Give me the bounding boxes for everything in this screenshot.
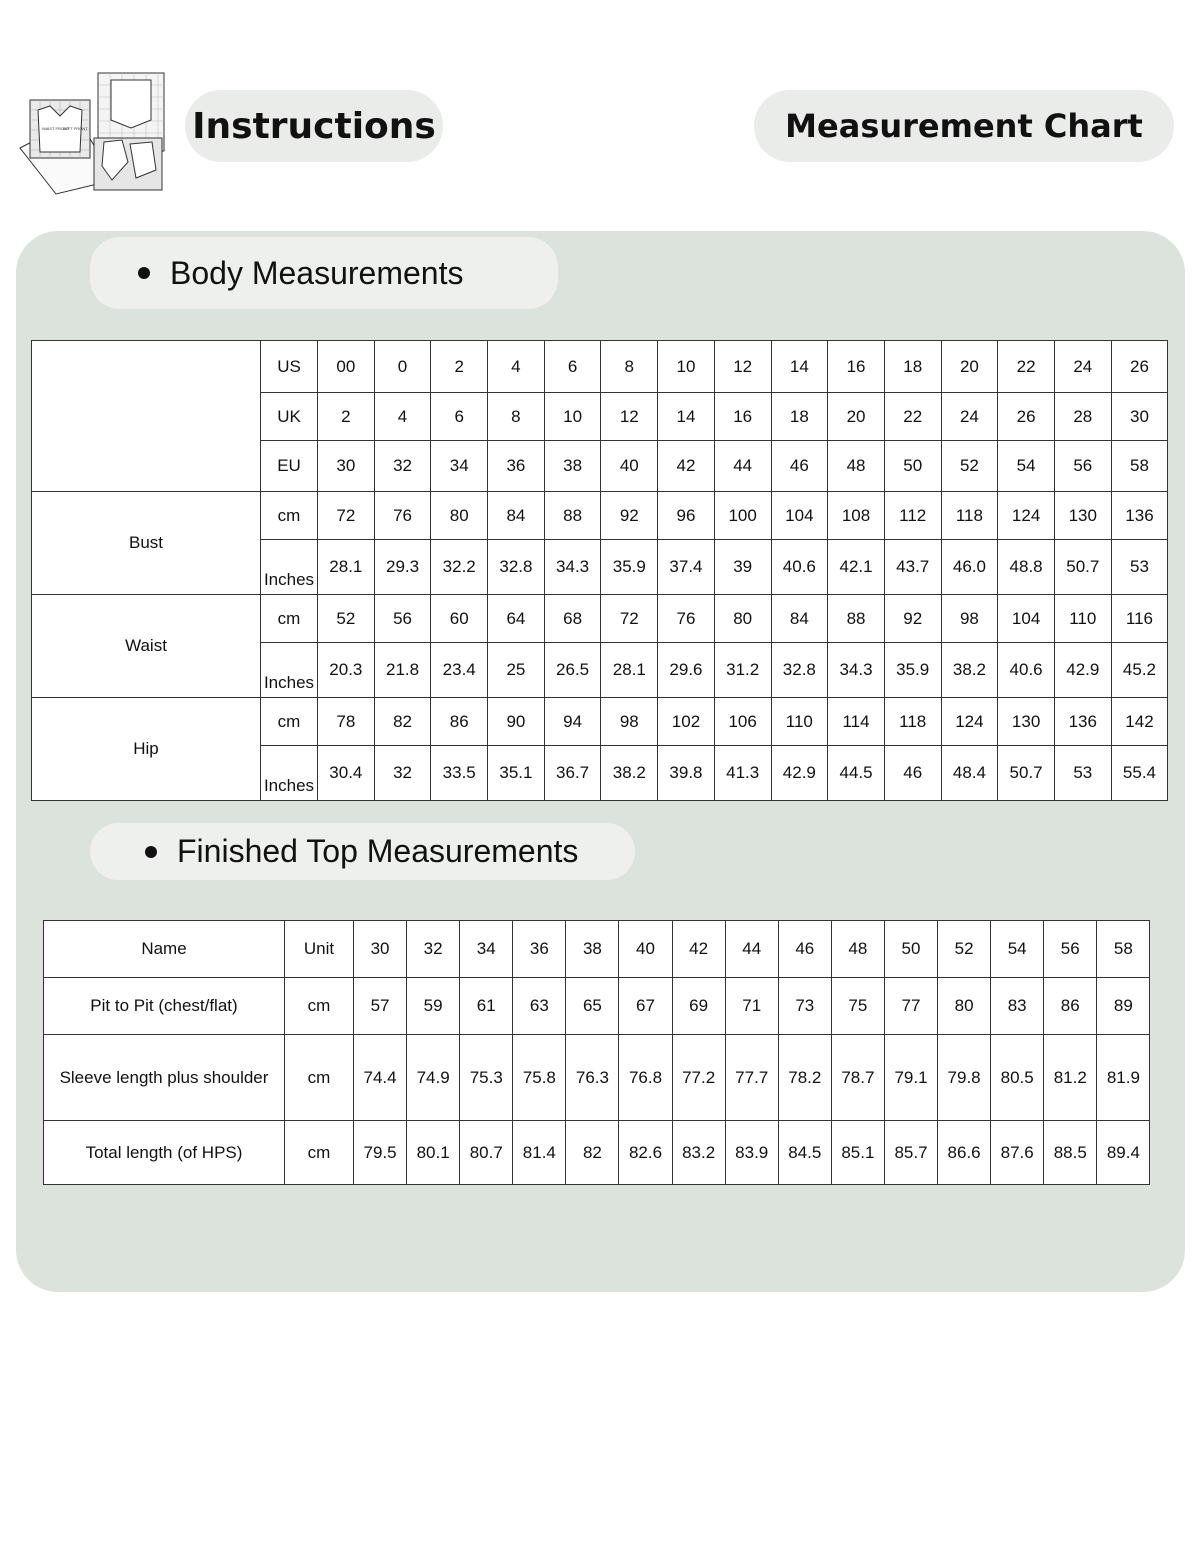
measure-row	[44, 978, 1150, 1035]
size-cell: 32	[374, 441, 431, 492]
value-cell: 104	[998, 595, 1055, 643]
value-cell: 34.3	[828, 643, 885, 698]
value-cell: 82.6	[619, 1121, 672, 1185]
value-cell: 76	[374, 492, 431, 540]
measure-row	[44, 1035, 1150, 1121]
value-cell: 50.7	[1054, 540, 1111, 595]
value-cell: 88	[828, 595, 885, 643]
size-cell: 48	[828, 441, 885, 492]
value-cell: 85.7	[884, 1121, 937, 1185]
value-cell: 72	[601, 595, 658, 643]
bullet-icon	[145, 846, 157, 858]
size-header-cell: 48	[831, 921, 884, 978]
value-cell: 85.1	[831, 1121, 884, 1185]
size-system-label: US	[261, 341, 318, 393]
value-cell: 83.9	[725, 1121, 778, 1185]
size-header-cell: 50	[884, 921, 937, 978]
value-cell: 78	[318, 698, 375, 746]
finished-top-title-pill	[90, 823, 635, 880]
value-cell: 80	[431, 492, 488, 540]
size-cell: 2	[431, 341, 488, 393]
size-cell: 24	[1054, 341, 1111, 393]
value-cell: 118	[941, 492, 998, 540]
value-cell: 42.9	[771, 746, 828, 801]
logo-text-left: LEFT FRONT	[63, 126, 88, 131]
value-cell: 35.1	[488, 746, 545, 801]
size-system-label: UK	[261, 393, 318, 441]
value-cell: 98	[941, 595, 998, 643]
size-header-cell: 32	[407, 921, 460, 978]
size-cell: 4	[488, 341, 545, 393]
value-cell: 89	[1097, 978, 1150, 1035]
size-cell: 18	[771, 393, 828, 441]
size-cell: 14	[658, 393, 715, 441]
measure-row	[32, 698, 1168, 746]
value-cell: 136	[1111, 492, 1168, 540]
value-cell: 88.5	[1044, 1121, 1097, 1185]
value-cell: 79.8	[938, 1035, 991, 1121]
body-measurements-title: Body Measurements	[170, 254, 464, 291]
value-cell: 81.4	[513, 1121, 566, 1185]
size-cell: 00	[318, 341, 375, 393]
value-cell: 77	[884, 978, 937, 1035]
value-cell: 36.7	[544, 746, 601, 801]
value-cell: 80.7	[460, 1121, 513, 1185]
value-cell: 48.8	[998, 540, 1055, 595]
measurement-chart-heading: Measurement Chart	[754, 90, 1174, 162]
value-cell: 45.2	[1111, 643, 1168, 698]
size-cell: 6	[544, 341, 601, 393]
size-header-cell: 58	[1097, 921, 1150, 978]
value-cell: 34.3	[544, 540, 601, 595]
value-cell: 80.1	[407, 1121, 460, 1185]
value-cell: 86	[431, 698, 488, 746]
size-cell: 4	[374, 393, 431, 441]
value-cell: 89.4	[1097, 1121, 1150, 1185]
size-cell: 54	[998, 441, 1055, 492]
measure-name-bust: Bust	[32, 492, 261, 595]
measure-name-waist: Waist	[32, 595, 261, 698]
value-cell: 28.1	[601, 643, 658, 698]
size-cell: 44	[714, 441, 771, 492]
unit-label: cm	[261, 698, 318, 746]
value-cell: 90	[488, 698, 545, 746]
value-cell: 73	[778, 978, 831, 1035]
value-cell: 76	[658, 595, 715, 643]
value-cell: 80	[938, 978, 991, 1035]
value-cell: 65	[566, 978, 619, 1035]
measure-row	[32, 595, 1168, 643]
size-cell: 28	[1054, 393, 1111, 441]
value-cell: 37.4	[658, 540, 715, 595]
value-cell: 30.4	[318, 746, 375, 801]
unit-label: cm	[261, 595, 318, 643]
value-cell: 42.9	[1054, 643, 1111, 698]
size-cell: 0	[374, 341, 431, 393]
value-cell: 32	[374, 746, 431, 801]
value-cell: 32.2	[431, 540, 488, 595]
body-measurements-title-pill	[90, 237, 558, 309]
value-cell: 74.4	[354, 1035, 407, 1121]
value-cell: 80.5	[991, 1035, 1044, 1121]
unit-label: cm	[261, 492, 318, 540]
value-cell: 81.9	[1097, 1035, 1150, 1121]
size-cell: 20	[828, 393, 885, 441]
value-cell: 84	[771, 595, 828, 643]
size-cell: 6	[431, 393, 488, 441]
measure-row	[32, 492, 1168, 540]
value-cell: 50.7	[998, 746, 1055, 801]
value-cell: 31.2	[714, 643, 771, 698]
value-cell: 83	[991, 978, 1044, 1035]
unit-label: cm	[285, 1121, 354, 1185]
size-cell: 40	[601, 441, 658, 492]
value-cell: 86.6	[938, 1121, 991, 1185]
body-measurements-table	[31, 340, 1168, 801]
size-cell: 24	[941, 393, 998, 441]
value-cell: 80	[714, 595, 771, 643]
value-cell: 96	[658, 492, 715, 540]
value-cell: 26.5	[544, 643, 601, 698]
size-header-cell: 36	[513, 921, 566, 978]
value-cell: 25	[488, 643, 545, 698]
value-cell: 29.3	[374, 540, 431, 595]
size-header-cell: 42	[672, 921, 725, 978]
value-cell: 100	[714, 492, 771, 540]
value-cell: 67	[619, 978, 672, 1035]
value-cell: 79.1	[884, 1035, 937, 1121]
size-header-cell: 56	[1044, 921, 1097, 978]
size-cell: 26	[1111, 341, 1168, 393]
value-cell: 46.0	[941, 540, 998, 595]
value-cell: 69	[672, 978, 725, 1035]
value-cell: 40.6	[771, 540, 828, 595]
value-cell: 56	[374, 595, 431, 643]
value-cell: 112	[884, 492, 941, 540]
size-header-cell: 52	[938, 921, 991, 978]
size-cell: 12	[714, 341, 771, 393]
value-cell: 32.8	[771, 643, 828, 698]
value-cell: 114	[828, 698, 885, 746]
size-cell: 50	[884, 441, 941, 492]
value-cell: 75.3	[460, 1035, 513, 1121]
size-cell: 22	[998, 341, 1055, 393]
unit-label: cm	[285, 1035, 354, 1121]
size-cell: 30	[1111, 393, 1168, 441]
value-cell: 142	[1111, 698, 1168, 746]
value-cell: 29.6	[658, 643, 715, 698]
value-cell: 63	[513, 978, 566, 1035]
value-cell: 33.5	[431, 746, 488, 801]
value-cell: 61	[460, 978, 513, 1035]
value-cell: 94	[544, 698, 601, 746]
size-header-cell: 46	[778, 921, 831, 978]
size-cell: 52	[941, 441, 998, 492]
value-cell: 83.2	[672, 1121, 725, 1185]
value-cell: 42.1	[828, 540, 885, 595]
value-cell: 92	[601, 492, 658, 540]
size-row-us	[32, 341, 1168, 393]
value-cell: 52	[318, 595, 375, 643]
size-header-cell: 40	[619, 921, 672, 978]
value-cell: 130	[998, 698, 1055, 746]
value-cell: 20.3	[318, 643, 375, 698]
value-cell: 40.6	[998, 643, 1055, 698]
size-cell: 58	[1111, 441, 1168, 492]
size-header-cell: 34	[460, 921, 513, 978]
value-cell: 77.7	[725, 1035, 778, 1121]
value-cell: 124	[941, 698, 998, 746]
value-cell: 38.2	[941, 643, 998, 698]
value-cell: 74.9	[407, 1035, 460, 1121]
value-cell: 59	[407, 978, 460, 1035]
value-cell: 106	[714, 698, 771, 746]
size-cell: 42	[658, 441, 715, 492]
value-cell: 104	[771, 492, 828, 540]
value-cell: 102	[658, 698, 715, 746]
value-cell: 72	[318, 492, 375, 540]
value-cell: 88	[544, 492, 601, 540]
size-header-cell: 30	[354, 921, 407, 978]
value-cell: 75	[831, 978, 884, 1035]
size-header-cell: 38	[566, 921, 619, 978]
size-cell: 56	[1054, 441, 1111, 492]
size-cell: 46	[771, 441, 828, 492]
value-cell: 110	[1054, 595, 1111, 643]
value-cell: 35.9	[601, 540, 658, 595]
value-cell: 86	[1044, 978, 1097, 1035]
value-cell: 77.2	[672, 1035, 725, 1121]
value-cell: 38.2	[601, 746, 658, 801]
size-cell: 10	[544, 393, 601, 441]
value-cell: 41.3	[714, 746, 771, 801]
size-cell: 12	[601, 393, 658, 441]
unit-label: Inches	[261, 643, 318, 698]
value-cell: 60	[431, 595, 488, 643]
size-cell: 8	[488, 393, 545, 441]
value-cell: 124	[998, 492, 1055, 540]
size-system-label: EU	[261, 441, 318, 492]
size-cell: 22	[884, 393, 941, 441]
value-cell: 87.6	[991, 1121, 1044, 1185]
size-cell: 10	[658, 341, 715, 393]
measure-name-hip: Hip	[32, 698, 261, 801]
value-cell: 79.5	[354, 1121, 407, 1185]
value-cell: 21.8	[374, 643, 431, 698]
value-cell: 75.8	[513, 1035, 566, 1121]
value-cell: 108	[828, 492, 885, 540]
size-cell: 16	[714, 393, 771, 441]
size-header-cell: 44	[725, 921, 778, 978]
size-cell: 38	[544, 441, 601, 492]
value-cell: 78.7	[831, 1035, 884, 1121]
logo-text-waist: WAIST FRONT	[42, 126, 70, 131]
column-header-unit: Unit	[285, 921, 354, 978]
value-cell: 64	[488, 595, 545, 643]
unit-label: Inches	[261, 746, 318, 801]
value-cell: 68	[544, 595, 601, 643]
measure-name: Sleeve length plus shoulder	[44, 1035, 285, 1121]
size-cell: 34	[431, 441, 488, 492]
value-cell: 84	[488, 492, 545, 540]
value-cell: 57	[354, 978, 407, 1035]
value-cell: 82	[374, 698, 431, 746]
size-cell: 20	[941, 341, 998, 393]
size-cell: 16	[828, 341, 885, 393]
value-cell: 35.9	[884, 643, 941, 698]
size-cell: 30	[318, 441, 375, 492]
size-cell: 18	[884, 341, 941, 393]
value-cell: 76.3	[566, 1035, 619, 1121]
measure-name: Total length (of HPS)	[44, 1121, 285, 1185]
value-cell: 110	[771, 698, 828, 746]
sewing-pattern-logo	[18, 70, 168, 195]
value-cell: 116	[1111, 595, 1168, 643]
header-row	[44, 921, 1150, 978]
value-cell: 48.4	[941, 746, 998, 801]
value-cell: 43.7	[884, 540, 941, 595]
value-cell: 53	[1054, 746, 1111, 801]
size-cell: 36	[488, 441, 545, 492]
value-cell: 118	[884, 698, 941, 746]
size-cell: 2	[318, 393, 375, 441]
value-cell: 39	[714, 540, 771, 595]
measure-name: Pit to Pit (chest/flat)	[44, 978, 285, 1035]
value-cell: 81.2	[1044, 1035, 1097, 1121]
finished-top-title: Finished Top Measurements	[177, 833, 579, 869]
column-header-name: Name	[44, 921, 285, 978]
value-cell: 84.5	[778, 1121, 831, 1185]
value-cell: 136	[1054, 698, 1111, 746]
value-cell: 46	[884, 746, 941, 801]
value-cell: 53	[1111, 540, 1168, 595]
value-cell: 55.4	[1111, 746, 1168, 801]
size-cell: 14	[771, 341, 828, 393]
unit-label: cm	[285, 978, 354, 1035]
value-cell: 76.8	[619, 1035, 672, 1121]
size-cell: 8	[601, 341, 658, 393]
value-cell: 98	[601, 698, 658, 746]
value-cell: 28.1	[318, 540, 375, 595]
size-cell: 26	[998, 393, 1055, 441]
bullet-icon	[138, 267, 150, 279]
unit-label: Inches	[261, 540, 318, 595]
value-cell: 78.2	[778, 1035, 831, 1121]
value-cell: 71	[725, 978, 778, 1035]
blank-corner-cell	[32, 341, 261, 492]
finished-top-table	[43, 920, 1150, 1185]
value-cell: 23.4	[431, 643, 488, 698]
instructions-heading: Instructions	[185, 90, 443, 162]
value-cell: 82	[566, 1121, 619, 1185]
value-cell: 130	[1054, 492, 1111, 540]
measure-row	[44, 1121, 1150, 1185]
value-cell: 39.8	[658, 746, 715, 801]
value-cell: 44.5	[828, 746, 885, 801]
value-cell: 32.8	[488, 540, 545, 595]
size-header-cell: 54	[991, 921, 1044, 978]
value-cell: 92	[884, 595, 941, 643]
